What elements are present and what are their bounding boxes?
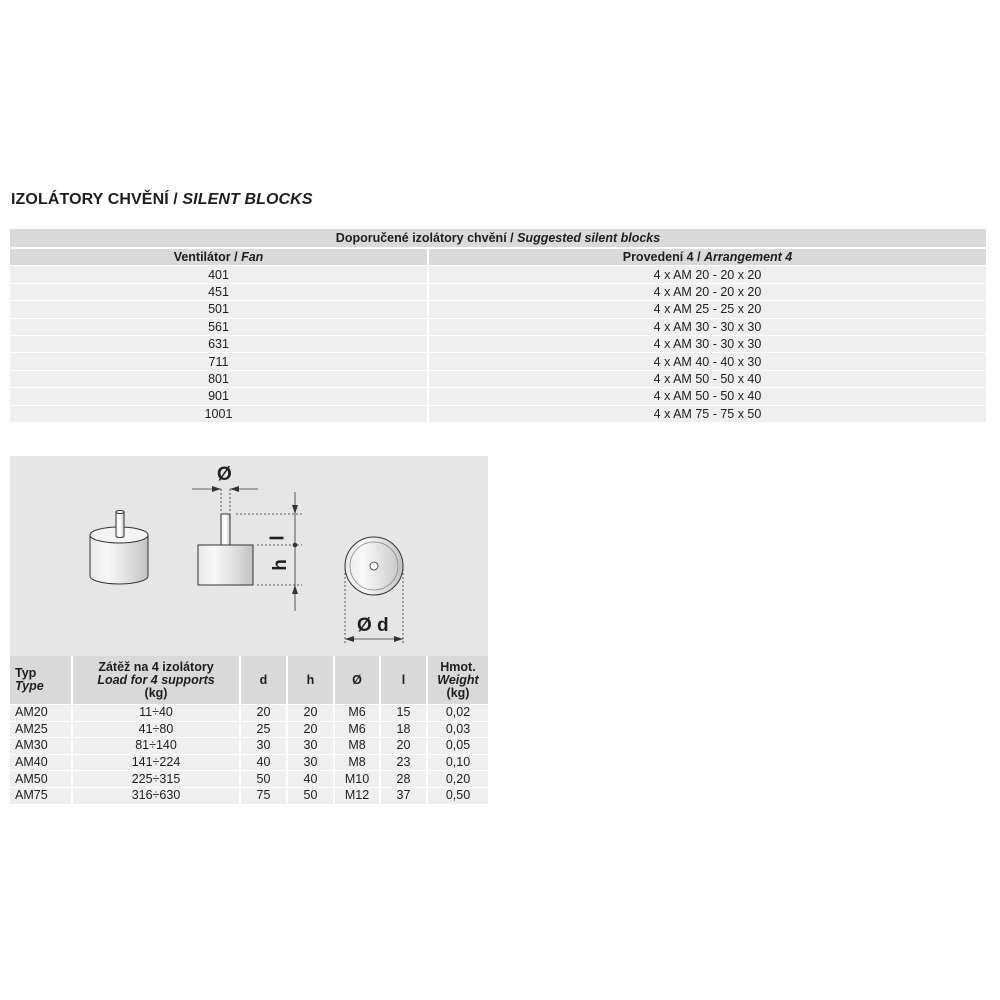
silent-block-drawing (10, 456, 488, 656)
page-title-main: IZOLÁTORY CHVĚNÍ (11, 191, 169, 208)
bolt-length-label: l (267, 535, 289, 541)
header-load-italic: Load for 4 supports (97, 672, 215, 687)
bolt-diameter-label: Ø (217, 464, 232, 485)
silent-block-types-table (10, 656, 488, 804)
page-title (11, 191, 313, 209)
header-fan-separator: / (230, 250, 242, 265)
header-type-italic: Type (15, 679, 44, 693)
header-l: l (380, 656, 427, 705)
type-cell: AM75 (10, 787, 72, 803)
table-row (10, 754, 488, 771)
arrangement-cell: 4 x AM 50 - 50 x 40 (428, 370, 986, 387)
weight-cell: 0,05 (427, 738, 488, 755)
dia-cell: M8 (334, 754, 380, 771)
d-cell: 75 (240, 787, 287, 803)
outer-diameter-label: Ø d (357, 615, 389, 636)
header-fan-main: Ventilátor (173, 250, 231, 265)
h-cell: 50 (287, 787, 334, 803)
table-row (10, 405, 986, 422)
h-cell: 30 (287, 738, 334, 755)
table-row (10, 353, 986, 370)
weight-cell: 0,10 (427, 754, 488, 771)
table-row (10, 318, 986, 335)
weight-cell: 0,50 (427, 787, 488, 803)
header-d: d (240, 656, 287, 705)
load-cell: 141÷224 (72, 754, 240, 771)
d-cell: 40 (240, 754, 287, 771)
header-type (10, 656, 72, 705)
arrangement-cell: 4 x AM 20 - 20 x 20 (428, 266, 986, 283)
arrangement-cell: 4 x AM 30 - 30 x 30 (428, 335, 986, 352)
load-cell: 41÷80 (72, 721, 240, 738)
page-title-italic: SILENT BLOCKS (182, 191, 313, 208)
suggested-table-header-row (10, 248, 986, 266)
fan-cell: 561 (10, 318, 428, 335)
arrangement-cell: 4 x AM 50 - 50 x 40 (428, 388, 986, 405)
table-row (10, 388, 986, 405)
header-fan-italic: Fan (241, 250, 264, 265)
table-row (10, 738, 488, 755)
type-cell: AM20 (10, 705, 72, 722)
h-cell: 30 (287, 754, 334, 771)
h-cell: 20 (287, 705, 334, 722)
page-title-separator: / (168, 191, 183, 208)
caption-italic: Suggested silent blocks (517, 231, 661, 245)
arrangement-cell: 4 x AM 30 - 30 x 30 (428, 318, 986, 335)
type-cell: AM30 (10, 738, 72, 755)
l-cell: 37 (380, 787, 427, 803)
weight-cell: 0,20 (427, 771, 488, 788)
load-cell: 316÷630 (72, 787, 240, 803)
type-cell: AM40 (10, 754, 72, 771)
dia-cell: M6 (334, 721, 380, 738)
fan-cell: 801 (10, 370, 428, 387)
table-row (10, 721, 488, 738)
h-cell: 20 (287, 721, 334, 738)
fan-cell: 401 (10, 266, 428, 283)
arrangement-cell: 4 x AM 75 - 75 x 50 (428, 405, 986, 422)
header-type-main: Typ (15, 666, 37, 680)
weight-cell: 0,02 (427, 705, 488, 722)
l-cell: 20 (380, 738, 427, 755)
type-cell: AM50 (10, 771, 72, 788)
table-row (10, 266, 986, 283)
l-cell: 18 (380, 721, 427, 738)
fan-cell: 711 (10, 353, 428, 370)
suggested-table-caption-row (10, 229, 986, 248)
fan-cell: 1001 (10, 405, 428, 422)
d-cell: 20 (240, 705, 287, 722)
arrangement-cell: 4 x AM 20 - 20 x 20 (428, 283, 986, 300)
type-cell: AM25 (10, 721, 72, 738)
header-dia: Ø (334, 656, 380, 705)
l-cell: 15 (380, 705, 427, 722)
dia-cell: M10 (334, 771, 380, 788)
table-row (10, 301, 986, 318)
header-weight (427, 656, 488, 705)
table-row (10, 370, 986, 387)
weight-cell: 0,03 (427, 721, 488, 738)
caption-main: Doporučené izolátory chvění (335, 231, 507, 245)
table-row (10, 335, 986, 352)
drawing-svg (10, 456, 488, 656)
silent-block-side-view (192, 486, 302, 611)
load-cell: 81÷140 (72, 738, 240, 755)
fan-cell: 901 (10, 388, 428, 405)
header-arrangement-separator: / (693, 250, 705, 265)
table-row (10, 705, 488, 722)
dia-cell: M6 (334, 705, 380, 722)
header-fan (10, 248, 428, 266)
d-cell: 50 (240, 771, 287, 788)
table-row (10, 283, 986, 300)
header-load (72, 656, 240, 705)
load-cell: 225÷315 (72, 771, 240, 788)
header-weight-unit: (kg) (446, 685, 470, 700)
dia-cell: M12 (334, 787, 380, 803)
header-weight-main: Hmot. (440, 659, 476, 674)
d-cell: 25 (240, 721, 287, 738)
height-label: h (269, 559, 291, 571)
arrangement-cell: 4 x AM 25 - 25 x 20 (428, 301, 986, 318)
load-cell: 11÷40 (72, 705, 240, 722)
l-cell: 28 (380, 771, 427, 788)
arrangement-cell: 4 x AM 40 - 40 x 30 (428, 353, 986, 370)
table-row (10, 787, 488, 803)
suggested-table-caption (10, 229, 986, 248)
fan-cell: 501 (10, 301, 428, 318)
fan-cell: 451 (10, 283, 428, 300)
l-cell: 23 (380, 754, 427, 771)
types-table-header-row (10, 656, 488, 705)
dia-cell: M8 (334, 738, 380, 755)
header-arrangement (428, 248, 986, 266)
suggested-silent-blocks-table (10, 229, 986, 422)
header-load-main: Zátěž na 4 izolátory (98, 659, 214, 674)
h-cell: 40 (287, 771, 334, 788)
header-arrangement-italic: Arrangement 4 (704, 250, 793, 265)
header-weight-italic: Weight (437, 672, 479, 687)
caption-separator: / (506, 231, 518, 245)
header-h: h (287, 656, 334, 705)
header-load-unit: (kg) (144, 685, 168, 700)
silent-block-3d-view (90, 511, 148, 585)
header-arrangement-main: Provedení 4 (622, 250, 694, 265)
d-cell: 30 (240, 738, 287, 755)
table-row (10, 771, 488, 788)
fan-cell: 631 (10, 335, 428, 352)
